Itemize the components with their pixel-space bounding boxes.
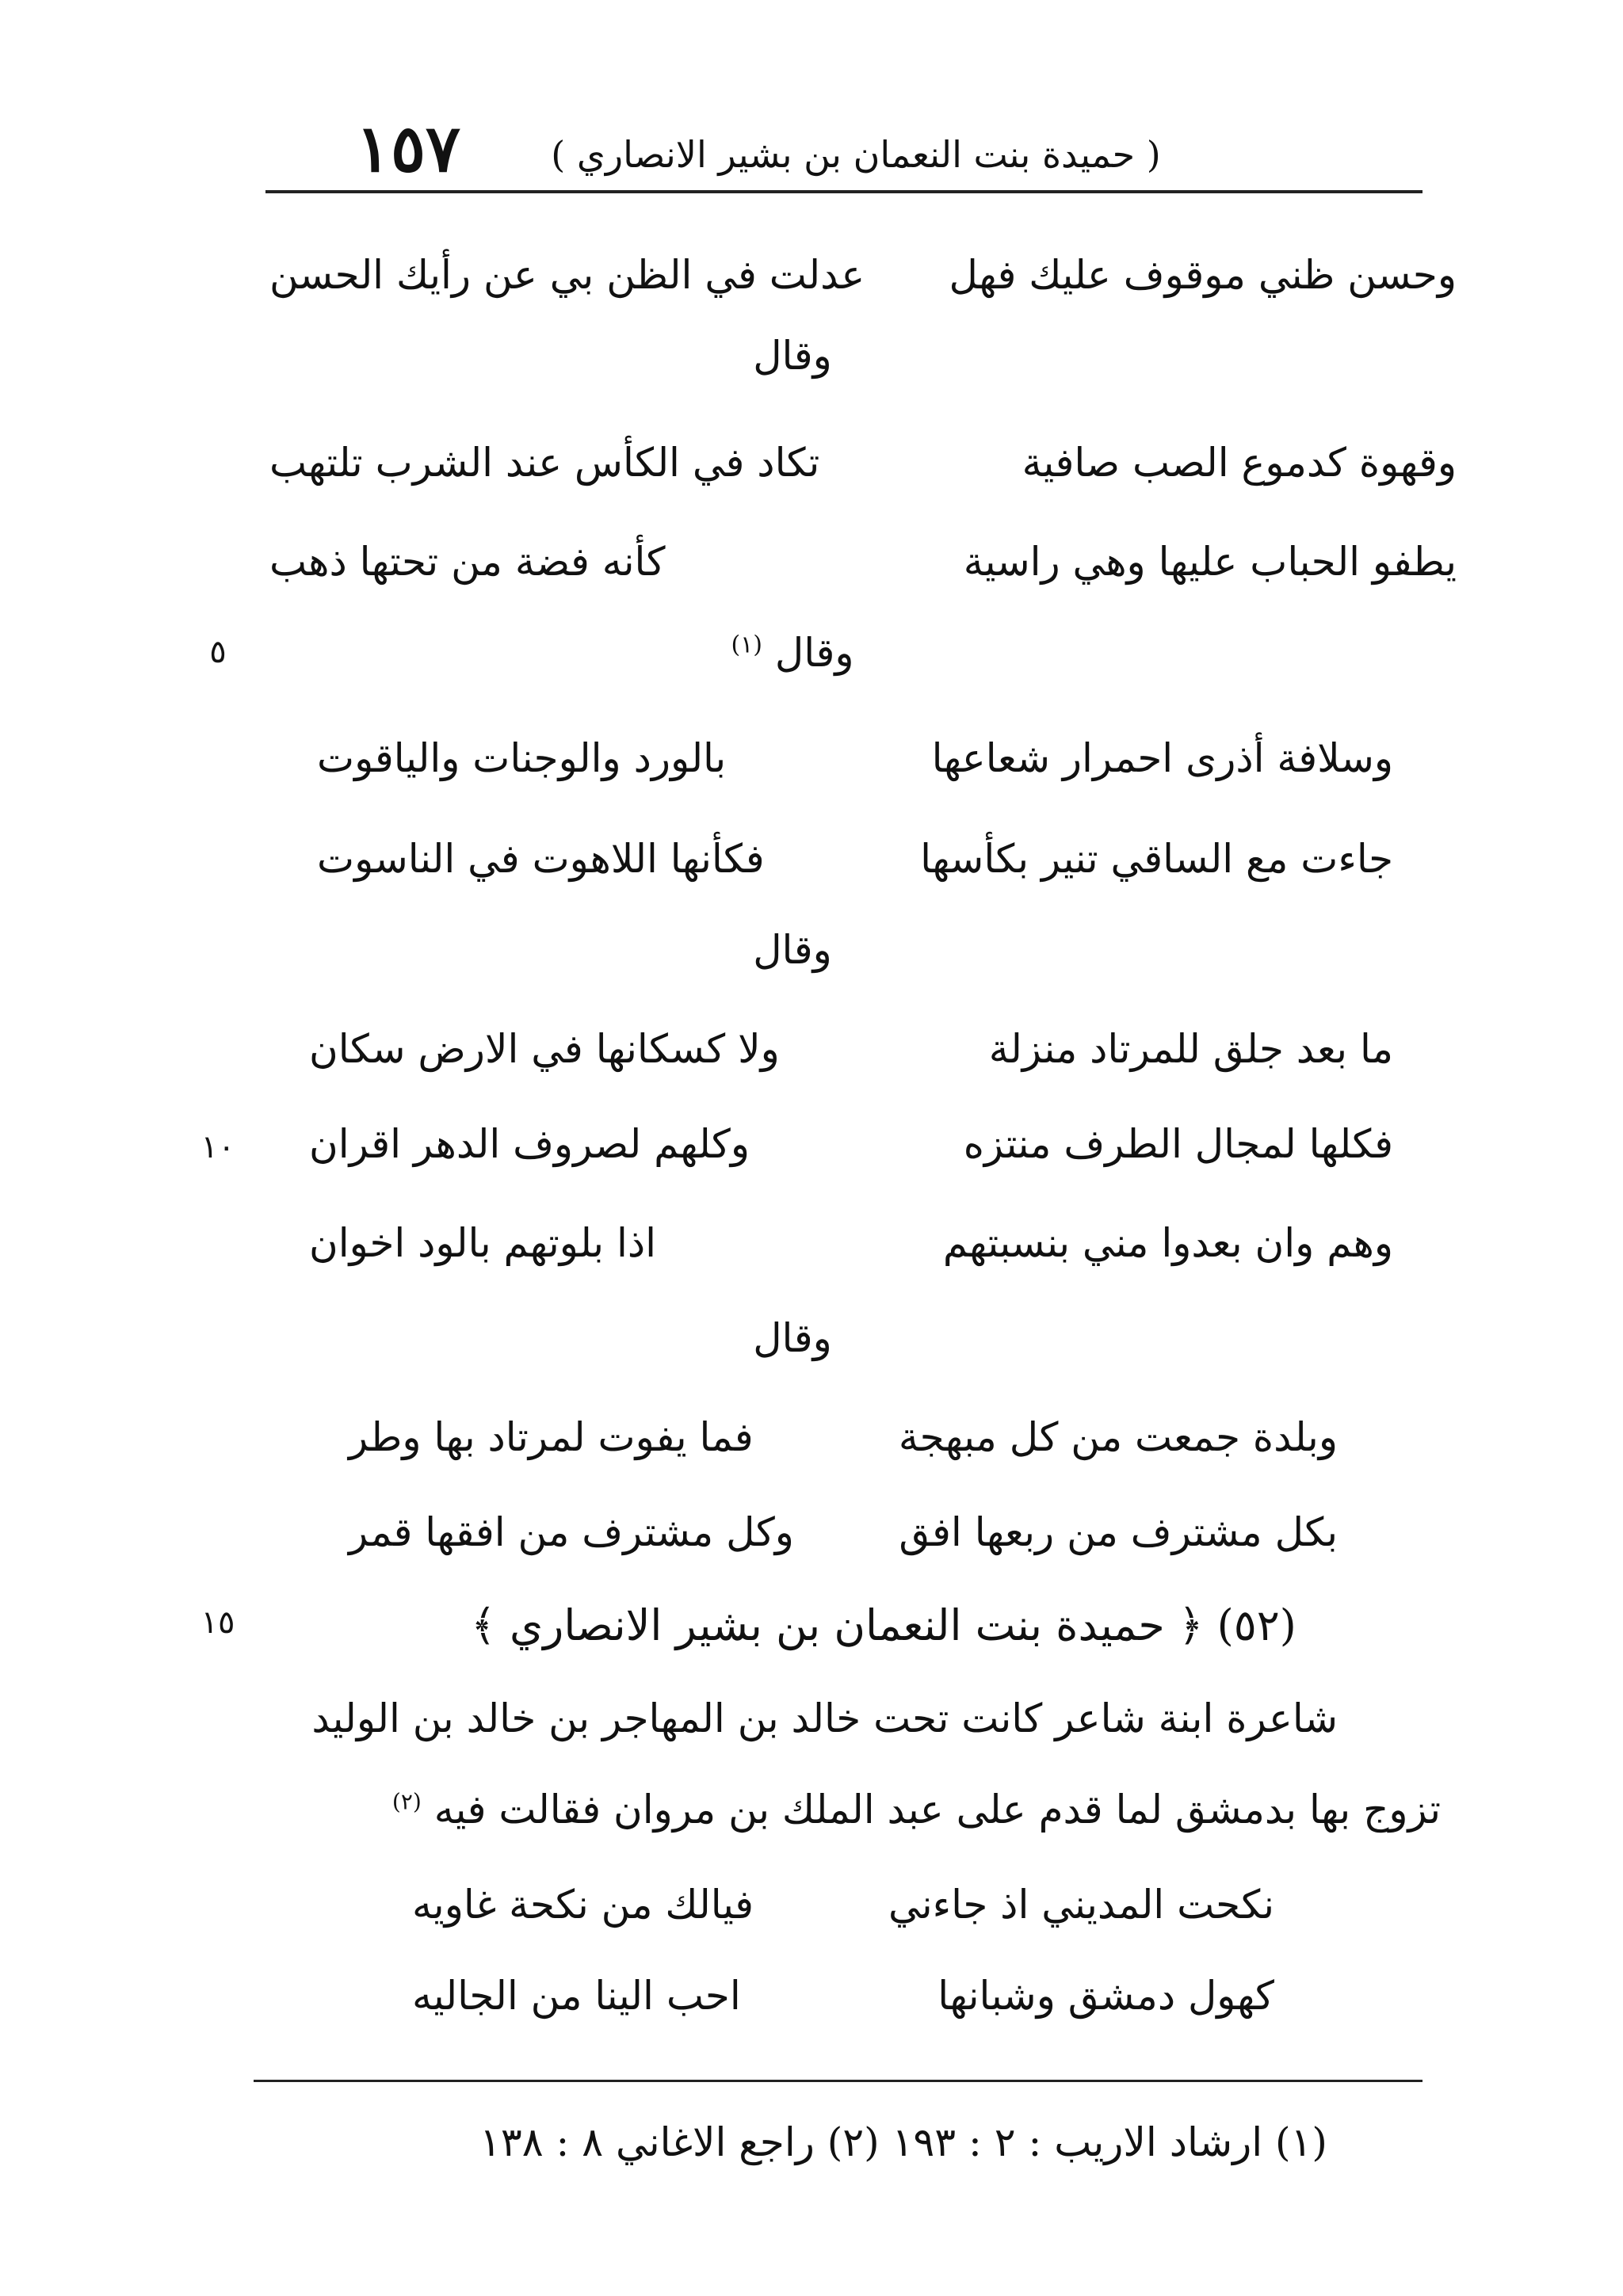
line-number: ١٥ (200, 1604, 235, 1641)
verse-5-second-hemistich: فكأنها اللاهوت في الناسوت (317, 836, 765, 882)
verse-4-second-hemistich: بالورد والوجنات والياقوت (317, 735, 727, 781)
running-title: ( حميدة بنت النعمان بن بشير الانصاري ) (551, 133, 1161, 176)
verse-1-first-hemistich: وحسن ظني موقوف عليك فهل (949, 252, 1457, 298)
section-heading: وقال (753, 927, 832, 973)
entry-heading: (٥٢) ﴿ حميدة بنت النعمان بن بشير الانصاري ﴾ (471, 1600, 1296, 1650)
verse-5-first-hemistich: جاءت مع الساقي تنير بكأسها (920, 836, 1393, 882)
verse-2-second-hemistich: تكاد في الكأس عند الشرب تلتهب (269, 440, 820, 486)
biography-line-2 (392, 1787, 1441, 1833)
verse-12-first-hemistich: كهول دمشق وشبانها (938, 1973, 1274, 2019)
verse-11-first-hemistich: نكحت المديني اذ جاءني (888, 1882, 1274, 1928)
verse-4-first-hemistich: وسلافة أذرى احمرار شعاعها (931, 735, 1393, 781)
verse-3-second-hemistich: كأنه فضة من تحتها ذهب (269, 539, 666, 585)
biography-line-1: شاعرة ابنة شاعر كانت تحت خالد بن المهاجر بن خالد بن الوليد (311, 1695, 1338, 1741)
page-number: ١٥٧ (355, 111, 461, 187)
verse-1-second-hemistich: عدلت في الظن بي عن رأيك الحسن (269, 252, 865, 298)
verse-8-second-hemistich: اذا بلوتهم بالود اخوان (309, 1220, 656, 1266)
verse-10-first-hemistich: بكل مشترف من ربعها افق (899, 1509, 1338, 1555)
verse-2-first-hemistich: وقهوة كدموع الصب صافية (1022, 440, 1457, 486)
verse-7-first-hemistich: فكلها لمجال الطرف منتزه (963, 1121, 1393, 1167)
verse-6-first-hemistich: ما بعد جلق للمرتاد منزلة (988, 1026, 1393, 1072)
heading-text: وقال (774, 630, 854, 676)
verse-7-second-hemistich: وكلهم لصروف الدهر اقران (309, 1121, 750, 1167)
verse-6-second-hemistich: ولا كسكانها في الارض سكان (309, 1026, 780, 1072)
footnote-ref: (١) (731, 631, 763, 659)
header-rule (265, 190, 1423, 193)
verse-9-first-hemistich: وبلدة جمعت من كل مبهجة (898, 1414, 1338, 1460)
verse-12-second-hemistich: احب الينا من الجاليه (412, 1973, 741, 2019)
biography-text: تزوج بها بدمشق لما قدم على عبد الملك بن مروان فقالت فيه (433, 1787, 1441, 1833)
footnote-rule (254, 2080, 1423, 2082)
footnotes: (١) ارشاد الاريب : ٢ : ١٩٣ (٢) راجع الاغاني ٨ : ١٣٨ (479, 2119, 1327, 2165)
verse-10-second-hemistich: وكل مشترف من افقها قمر (349, 1509, 794, 1555)
line-number: ٥ (209, 634, 227, 670)
section-heading (555, 630, 1030, 676)
verse-11-second-hemistich: فيالك من نكحة غاويه (412, 1882, 754, 1928)
section-heading: وقال (753, 1315, 832, 1361)
section-heading: وقال (753, 333, 832, 379)
footnote-ref: (٢) (391, 1788, 422, 1815)
verse-9-second-hemistich: فما يفوت لمرتاد بها وطر (349, 1414, 754, 1460)
verse-3-first-hemistich: يطفو الحباب عليها وهي راسية (963, 539, 1457, 585)
line-number: ١٠ (200, 1129, 235, 1165)
verse-8-first-hemistich: وهم وان بعدوا مني بنسبتهم (942, 1220, 1393, 1266)
